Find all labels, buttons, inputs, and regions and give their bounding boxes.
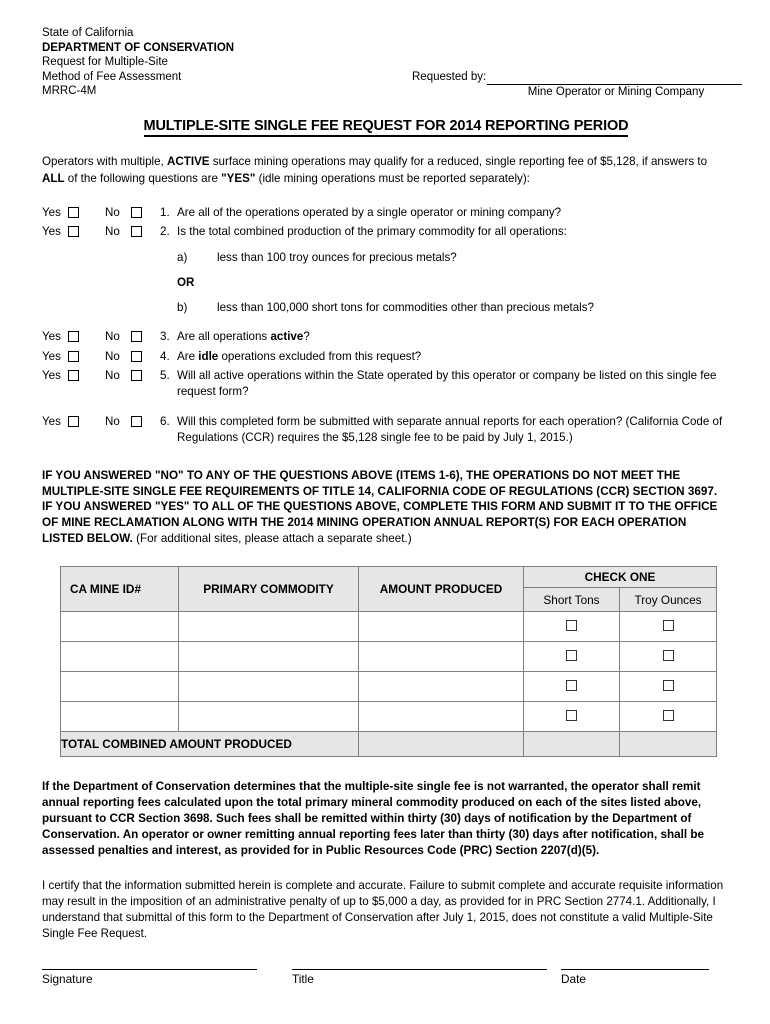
q4-post: operations excluded from this request? (218, 349, 422, 363)
question-body-2: Is the total combined production of the primary commodity for all operations: (177, 225, 567, 239)
question-number-1: 1. (160, 206, 170, 219)
short-tons-checkbox[interactable] (566, 620, 577, 631)
no-label-6: No (105, 414, 120, 428)
header-line-3: Request for Multiple-Site (42, 56, 168, 69)
question-body-1: Are all of the operations operated by a single operator or mining company? (177, 206, 562, 219)
yes-checkbox-2[interactable] (68, 226, 79, 237)
table-row (61, 702, 717, 732)
signature-section (42, 969, 730, 986)
yes-checkbox-4[interactable] (68, 351, 79, 362)
question-body-3 (177, 329, 730, 345)
yesno-group-3 (42, 329, 160, 345)
q3-post: ? (303, 330, 310, 344)
question-2-or (177, 275, 730, 291)
total-value[interactable] (359, 732, 524, 757)
header-line-4: Method of Fee Assessment (42, 70, 182, 83)
no-label-2: No (105, 225, 120, 239)
cell-commodity[interactable] (179, 672, 359, 702)
question-number-5: 5. (160, 369, 170, 383)
short-tons-checkbox[interactable] (566, 710, 577, 721)
yesno-group-1 (42, 205, 160, 221)
q3-bold: active (270, 330, 304, 344)
question-row-2 (42, 224, 730, 240)
form-number: MRRC-4M (42, 85, 97, 98)
question-body-6: Will this completed form be submitted with separate annual reports for each operation? (California Code of Regulations (CCR) requires the $5,128 single fee to be paid by July 1, 2015.) (177, 414, 723, 444)
question-number-3: 3. (160, 330, 170, 344)
operations-table-wrapper (42, 566, 730, 757)
q4-bold: idle (198, 349, 219, 363)
page-title (42, 118, 730, 134)
notice-light-text: (For additional sites, please attach a separate sheet.) (132, 531, 412, 545)
q3-pre: Are all operations (177, 330, 271, 344)
intro-bold-all: ALL (42, 171, 65, 185)
department-line: DEPARTMENT OF CONSERVATION (42, 41, 235, 54)
troy-ounces-checkbox[interactable] (663, 680, 674, 691)
yes-label-5: Yes (42, 369, 61, 383)
table-row (61, 642, 717, 672)
cell-amount[interactable] (359, 672, 524, 702)
cell-mine-id[interactable] (61, 612, 179, 642)
yes-checkbox-1[interactable] (68, 207, 79, 218)
question-number-4: 4. (160, 349, 170, 363)
operations-table (60, 566, 717, 757)
sub-a-text: less than 100 troy ounces for precious metals? (217, 250, 457, 264)
question-row-1 (42, 205, 730, 221)
troy-ounces-checkbox[interactable] (663, 710, 674, 721)
yes-label-6: Yes (42, 414, 61, 428)
cell-mine-id[interactable] (61, 702, 179, 732)
no-checkbox-2[interactable] (131, 226, 142, 237)
signature-field-block (42, 969, 257, 986)
no-checkbox-6[interactable] (131, 416, 142, 427)
question-row-4 (42, 349, 730, 365)
yes-label-3: Yes (42, 330, 61, 344)
title-label: Title (292, 971, 314, 986)
form-header (42, 26, 730, 104)
cell-short-tons[interactable] (524, 642, 620, 672)
question-text-4 (160, 349, 730, 365)
table-header-row-1 (61, 567, 717, 588)
questions-section (42, 205, 730, 446)
total-troy-ounces-blank (620, 732, 717, 757)
yes-checkbox-3[interactable] (68, 331, 79, 342)
yes-label-4: Yes (42, 349, 61, 363)
yesno-group-4 (42, 349, 160, 365)
yesno-group-6 (42, 414, 160, 430)
cell-troy-ounces[interactable] (620, 612, 717, 642)
cell-amount[interactable] (359, 702, 524, 732)
sub-b-text: less than 100,000 short tons for commodities other than precious metals? (217, 301, 595, 315)
no-label-3: No (105, 330, 120, 344)
intro-part-2: surface mining operations may qualify for a reduced, single reporting fee of $5,128, if answers to (209, 155, 708, 168)
no-checkbox-4[interactable] (131, 351, 142, 362)
no-checkbox-1[interactable] (131, 207, 142, 218)
table-row (61, 672, 717, 702)
cell-short-tons[interactable] (524, 612, 620, 642)
yesno-group-2 (42, 224, 160, 240)
question-body-5: Will all active operations within the State operated by this operator or company be listed on this single fee request form? (177, 369, 717, 399)
page-title-text: MULTIPLE-SITE SINGLE FEE REQUEST FOR 2014 REPORTING PERIOD (144, 118, 629, 137)
requested-by-input[interactable] (487, 73, 742, 85)
question-2-sub-a (177, 250, 730, 266)
cell-troy-ounces[interactable] (620, 702, 717, 732)
state-line: State of California (42, 27, 134, 39)
question-text-6 (160, 414, 730, 447)
date-field-block (561, 969, 709, 986)
intro-part-3: of the following questions are (64, 171, 222, 185)
column-header-check-one: CHECK ONE (524, 567, 717, 588)
requested-by-caption: Mine Operator or Mining Company (527, 85, 705, 98)
short-tons-checkbox[interactable] (566, 650, 577, 661)
no-label-5: No (105, 369, 120, 383)
cell-short-tons[interactable] (524, 672, 620, 702)
total-short-tons-blank (524, 732, 620, 757)
column-header-troy-ounces: Troy Ounces (620, 588, 717, 612)
yes-label-2: Yes (42, 225, 61, 239)
date-label: Date (561, 971, 586, 986)
total-label: TOTAL COMBINED AMOUNT PRODUCED (61, 732, 359, 757)
cell-commodity[interactable] (179, 642, 359, 672)
q4-pre: Are (177, 349, 199, 363)
signature-label: Signature (42, 971, 93, 986)
cell-amount[interactable] (359, 642, 524, 672)
intro-part-4: (idle mining operations must be reported separately): (255, 171, 530, 185)
title-field-block (292, 969, 547, 986)
no-checkbox-5[interactable] (131, 370, 142, 381)
intro-bold-active: ACTIVE (167, 155, 210, 168)
yes-label-1: Yes (42, 206, 61, 219)
no-checkbox-3[interactable] (131, 331, 142, 342)
cell-mine-id[interactable] (61, 672, 179, 702)
cell-troy-ounces[interactable] (620, 642, 717, 672)
column-header-amount: AMOUNT PRODUCED (359, 567, 524, 612)
question-body-4 (177, 349, 730, 365)
troy-ounces-checkbox[interactable] (663, 620, 674, 631)
yes-checkbox-5[interactable] (68, 370, 79, 381)
question-text-5 (160, 368, 730, 401)
question-number-2: 2. (160, 225, 170, 239)
question-number-6: 6. (160, 414, 170, 428)
requested-by-block (412, 70, 742, 99)
cell-amount[interactable] (359, 612, 524, 642)
requested-by-row (412, 70, 742, 85)
column-header-short-tons: Short Tons (524, 588, 620, 612)
short-tons-checkbox[interactable] (566, 680, 577, 691)
or-text: OR (177, 275, 195, 289)
yes-checkbox-6[interactable] (68, 416, 79, 427)
table-row (61, 612, 717, 642)
table-total-row (61, 732, 717, 757)
requested-by-label: Requested by: (412, 71, 487, 83)
question-text-3 (160, 329, 730, 345)
no-label-4: No (105, 349, 120, 363)
intro-bold-yes: "YES" (221, 171, 256, 185)
certification-paragraph: I certify that the information submitted herein is complete and accurate. Failure to submit complete and accurate requisite information may result in the imposition of an administrative penalty of up to $5,000 a day, as provided for in PRC Section 2774.1. Additionally, I understand that submittal of this form to the Department of Conservation after July 1, 2015, does not constitute a valid Multiple-Site Single Fee Request. (42, 878, 724, 941)
troy-ounces-checkbox[interactable] (663, 650, 674, 661)
sub-a-label: a) (177, 250, 188, 264)
yesno-group-5 (42, 368, 160, 384)
eligibility-notice (42, 468, 730, 546)
cell-short-tons[interactable] (524, 702, 620, 732)
fee-determination-paragraph: If the Department of Conservation determines that the multiple-site single fee is not warranted, the operator shall remit annual reporting fees calculated upon the total primary mineral commodity produced on each of the sites listed above, pursuant to CCR Section 3698. Such fees shall be remitted within thirty (30) days of notification by the Department of Conservation. An operator or owner remitting annual reporting fees later than thirty (30) days after notification, shall be assessed penalties and interest, as provided for in Public Resources Code (PRC) Section 2207(d)(5). (42, 780, 704, 857)
intro-paragraph (42, 154, 730, 187)
question-text-1 (160, 205, 730, 221)
cell-commodity[interactable] (179, 612, 359, 642)
column-header-mine-id: CA MINE ID# (61, 567, 179, 612)
cell-commodity[interactable] (179, 702, 359, 732)
question-text-2 (160, 224, 730, 240)
cell-mine-id[interactable] (61, 642, 179, 672)
intro-part-1: Operators with multiple, (42, 155, 168, 168)
no-label-1: No (105, 206, 120, 219)
question-2-sub-b (177, 300, 730, 316)
notice-bold-text: IF YOU ANSWERED "NO" TO ANY OF THE QUESTIONS ABOVE (ITEMS 1-6), THE OPERATIONS DO NOT MEET THE MULTIPLE-SITE SINGLE FEE REQUIREMENTS OF TITLE 14, CALIFORNIA CODE OF REGULATIONS (CCR) SECTION 3697. IF YOU ANSWERED "YES" TO ALL OF THE QUESTIONS ABOVE, COMPLETE THIS FORM AND SUBMIT IT TO THE OFFICE OF MINE RECLAMATION ALONG WITH THE 2014 MINING OPERATION ANNUAL REPORT(S) FOR EACH OPERATION LISTED BELOW. (42, 469, 718, 545)
question-row-5 (42, 368, 730, 401)
cell-troy-ounces[interactable] (620, 672, 717, 702)
sub-b-label: b) (177, 301, 188, 315)
question-row-3 (42, 329, 730, 345)
column-header-commodity: PRIMARY COMMODITY (179, 567, 359, 612)
question-row-6 (42, 414, 730, 447)
